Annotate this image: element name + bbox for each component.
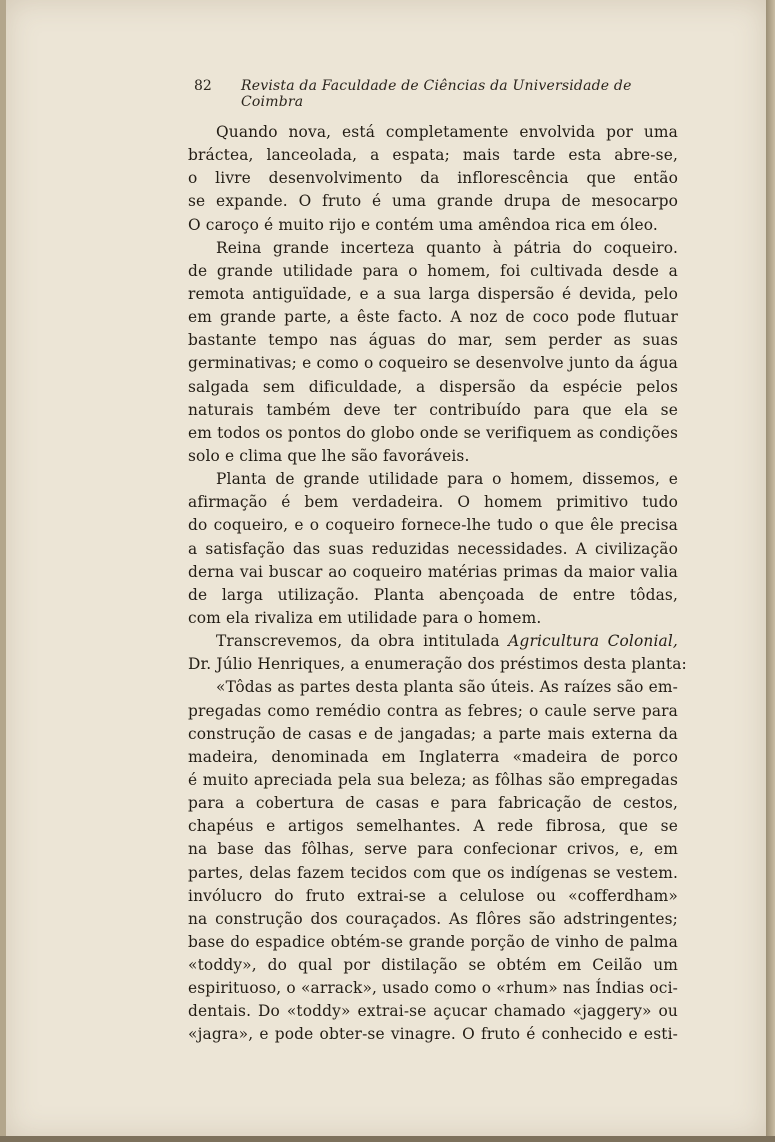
running-title: Revista da Faculdade de Ciências da Universidade de Coimbra	[241, 78, 632, 110]
scan-edge	[766, 0, 775, 1142]
text-line: germinativas; e como o coqueiro se desenvolve junto da água	[188, 354, 678, 373]
italic-title: Agricultura Colonial,	[508, 632, 678, 651]
text-line: «toddy», do qual por distilação se obtém em Ceilão um	[188, 956, 678, 975]
text-line	[188, 630, 678, 653]
text-line: Planta de grande utilidade para o homem, dissemos, e	[216, 470, 678, 489]
text-line: com ela rivaliza em utilidade para o homem.	[188, 608, 542, 627]
text-line: remota antiguïdade, e a sua larga dispersão é devida, pelo	[188, 284, 678, 303]
text-line: do coqueiro, e o coqueiro fornece-lhe tudo o que êle precisa	[188, 516, 678, 535]
text-line: afirmação é bem verdadeira. O homem primitivo tudo	[188, 493, 678, 512]
page-header	[194, 78, 684, 110]
text-line: invólucro do fruto extrai-se a celulose ou «cofferdham»	[188, 886, 678, 905]
text-line: para a cobertura de casas e para fabricação de cestos,	[188, 794, 678, 813]
text-line: a satisfação das suas reduzidas necessidades. A civilização	[188, 539, 678, 558]
text-line: chapéus e artigos semelhantes. A rede fibrosa, que se	[188, 817, 678, 836]
text-line: bráctea, lanceolada, a espata; mais tarde esta abre-se,	[188, 146, 678, 165]
text-line: solo e clima que lhe são favoráveis.	[188, 446, 470, 465]
page-number: 82	[194, 78, 212, 94]
text-line: derna vai buscar ao coqueiro matérias primas da maior valia	[188, 562, 678, 581]
text-line: Quando nova, está completamente envolvida por uma	[216, 123, 678, 141]
text-line: na construção dos couraçados. As flôres são adstringentes;	[188, 909, 678, 928]
text-line: madeira, denominada em Inglaterra «madeira de porco	[188, 747, 678, 766]
text-line: de grande utilidade para o homem, foi cultivada desde a	[188, 261, 678, 280]
scan-edge-bottom	[0, 1136, 775, 1142]
text-line: partes, delas fazem tecidos com que os indígenas se vestem.	[188, 863, 678, 882]
text-line: o livre desenvolvimento da inflorescência que então	[188, 169, 678, 188]
text-line: «Tôdas as partes desta planta são úteis. As raízes são em-	[216, 678, 678, 697]
text-line: em todos os pontos do globo onde se verifiquem as condições	[188, 423, 678, 442]
text-line: construção de casas e de jangadas; a parte mais externa da	[188, 724, 678, 743]
text-line: dentais. Do «toddy» extrai-se açucar chamado «jaggery» ou	[188, 1002, 678, 1021]
text-line: pregadas como remédio contra as febres; o caule serve para	[188, 701, 678, 720]
text-segment: Transcrevemos, da obra intitulada	[216, 632, 509, 651]
text-line: de larga utilização. Planta abençoada de entre tôdas,	[188, 585, 678, 604]
text-line: na base das fôlhas, serve para confecionar crivos, e, em	[188, 840, 678, 859]
text-line: espirituoso, o «arrack», usado como o «rhum» nas Índias oci-	[188, 979, 678, 998]
text-line: «jagra», e pode obter-se vinagre. O fruto é conhecido e esti-	[188, 1025, 678, 1044]
text-line: base do espadice obtém-se grande porção de vinho de palma	[188, 932, 678, 951]
text-line: O caroço é muito rijo e contém uma amêndoa rica em óleo.	[188, 215, 658, 234]
text-line: bastante tempo nas águas do mar, sem perder as suas	[188, 331, 678, 350]
text-line: em grande parte, a êste facto. A noz de coco pode flutuar	[188, 308, 678, 327]
text-line: Reina grande incerteza quanto à pátria do coqueiro.	[216, 238, 678, 257]
text-line: salgada sem dificuldade, a dispersão da espécie pelos	[188, 377, 678, 396]
text-line: se expande. O fruto é uma grande drupa de mesocarpo	[188, 192, 678, 211]
text-line: naturais também deve ter contribuído para que ela se	[188, 400, 678, 419]
body-text	[188, 121, 687, 1047]
text-line: é muito apreciada pela sua beleza; as fôlhas são empregadas	[188, 770, 678, 789]
text-line: Dr. Júlio Henriques, a enumeração dos préstimos desta planta:	[188, 655, 687, 674]
